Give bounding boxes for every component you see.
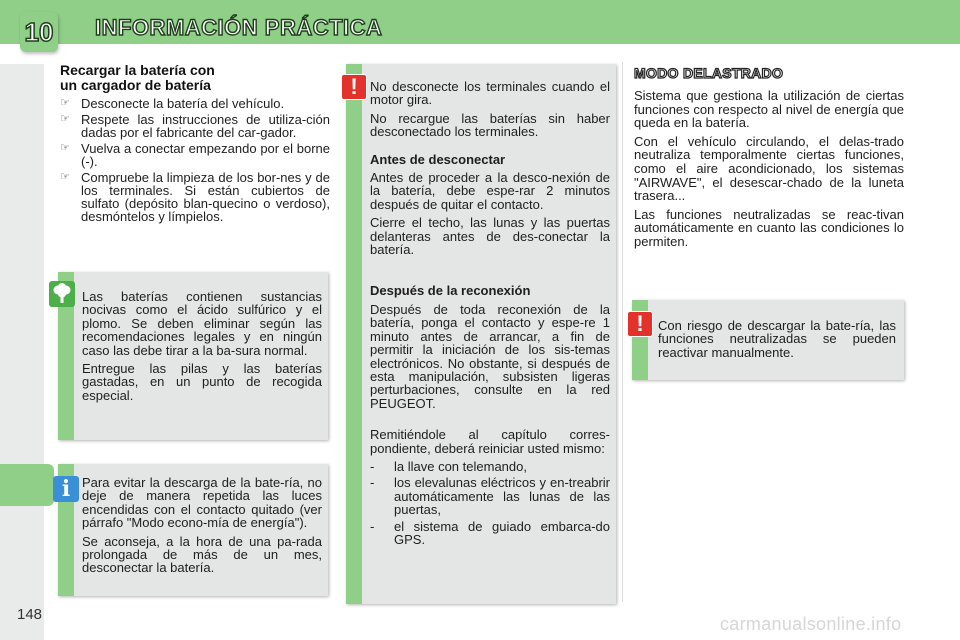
battery-warning-panel — [346, 64, 616, 604]
page-number: 148 — [17, 606, 43, 623]
list-item — [60, 113, 330, 139]
note-paragraph: Entregue las pilas y las baterías gastadas, en un punto de recogida especial. — [82, 361, 322, 403]
section-title — [60, 63, 310, 93]
column-divider — [622, 62, 623, 602]
step-text: Vuelva a conectar empezando por el borne (-). — [81, 140, 330, 169]
list-item — [60, 171, 330, 224]
step-text: Compruebe la limpieza de los bor-nes y de los terminales. Si están cubiertos de sulfato (depósito blan-quecino o verdoso), desmóntelos y límpielos. — [81, 169, 330, 225]
left-rail — [0, 64, 44, 640]
note-stripe — [346, 64, 362, 604]
note-paragraph: Se aconseja, a la hora de una pa-rada prolongada de más de un mes, desconectar la batería. — [82, 533, 322, 576]
after-reconnect-heading: Después de la reconexión — [370, 283, 531, 299]
body-paragraph: Con el vehículo circulando, el delas-trado neutraliza temporalmente ciertas funciones, como el aire acondicionado, los sistemas "AIRWAVE", el desescar-chado de la luneta trasera... — [634, 133, 904, 204]
chapter-number: 10 — [24, 16, 54, 47]
step-text: Desconecte la batería del vehículo. — [81, 96, 285, 111]
list-item — [60, 142, 330, 168]
section-title-line: un cargador de batería — [60, 77, 211, 93]
chapter-tab[interactable] — [0, 464, 54, 506]
warning-paragraph: Remitiéndole al capítulo corres-pondiente, deberá reiniciar usted mismo: — [370, 427, 610, 456]
tree-icon — [49, 281, 75, 307]
before-disconnect-heading: Antes de desconectar — [370, 151, 506, 167]
warning-paragraph: Cierre el techo, las lunas y las puertas delanteras antes de des-conectar la batería. — [370, 215, 610, 258]
pointing-hand-icon: ☞ — [60, 112, 70, 125]
info-note-text — [82, 476, 322, 580]
list-item: - el sistema de guiado embarca-do GPS. — [370, 518, 610, 547]
info-note — [58, 464, 328, 596]
step-text: Respete las instrucciones de utiliza-ción dadas por el fabricante del car-gador. — [81, 111, 330, 140]
note-paragraph: Para evitar la descarga de la bate-ría, no deje de manera repetida las luces encendidas con el contacto quitado (ver párrafo "Modo econo-mía de energía"). — [82, 475, 322, 531]
warning-paragraph: No recargue las baterías sin haber desconectado los terminales. — [370, 110, 610, 140]
info-icon: i — [53, 476, 79, 502]
environment-note — [58, 272, 328, 440]
body-paragraph: Sistema que gestiona la utilización de ciertas funciones con respecto al nivel de energía que queda en la batería. — [634, 88, 904, 131]
list-item — [60, 97, 330, 110]
warning-paragraph: No desconecte los terminales cuando el motor gira. — [370, 79, 610, 108]
warning-paragraph: Después de toda reconexión de la batería, ponga el contacto y espe-re 1 minuto antes de arrancar, a fin de permitir la iniciación de los sis-temas electrónicos. No obstante, si después de esta manipulación, subsisten ligeras perturbaciones, consulte en la red PEUGEOT. — [370, 301, 610, 411]
warning-paragraph: Antes de proceder a la desco-nexión de la batería, debe espe-rar 2 minutos después de quitar el contacto. — [370, 170, 610, 212]
list-item: - la llave con telemando, — [370, 458, 527, 474]
warning-icon: ! — [341, 74, 367, 100]
pointing-hand-icon: ☞ — [60, 170, 70, 183]
load-shedding-title: MODO DELASTRADO — [634, 65, 784, 81]
risk-note-text: Con riesgo de descargar la bate-ría, las funciones neutralizadas se pueden reactivar manualmente. — [658, 318, 896, 360]
charging-steps-list — [60, 97, 330, 226]
battery-warning-text — [370, 80, 610, 549]
risk-note — [632, 300, 904, 380]
list-item: - los elevalunas eléctricos y en-treabrir automáticamente las lunas de las puertas, — [370, 475, 610, 518]
warning-icon: ! — [627, 311, 653, 337]
load-shedding-body — [634, 89, 904, 254]
note-paragraph: Las baterías contienen sustancias nocivas como el ácido sulfúrico y el plomo. Se deben eliminar según las recomendaciones legales y en ningún caso las debe tirar a la ba-sura normal. — [82, 289, 322, 358]
body-paragraph: Las funciones neutralizadas se reac-tivan automáticamente en cuanto las condiciones lo permiten. — [634, 206, 904, 249]
reinit-list — [370, 460, 610, 546]
page-title: INFORMACIÓN PRÁCTICA — [95, 15, 383, 40]
section-title-line: Recargar la batería con — [60, 62, 215, 78]
environment-note-text — [82, 290, 322, 407]
chapter-badge — [20, 12, 58, 52]
pointing-hand-icon: ☞ — [60, 141, 70, 154]
pointing-hand-icon: ☞ — [60, 97, 70, 109]
watermark: carmanualsonline.info — [720, 614, 902, 634]
